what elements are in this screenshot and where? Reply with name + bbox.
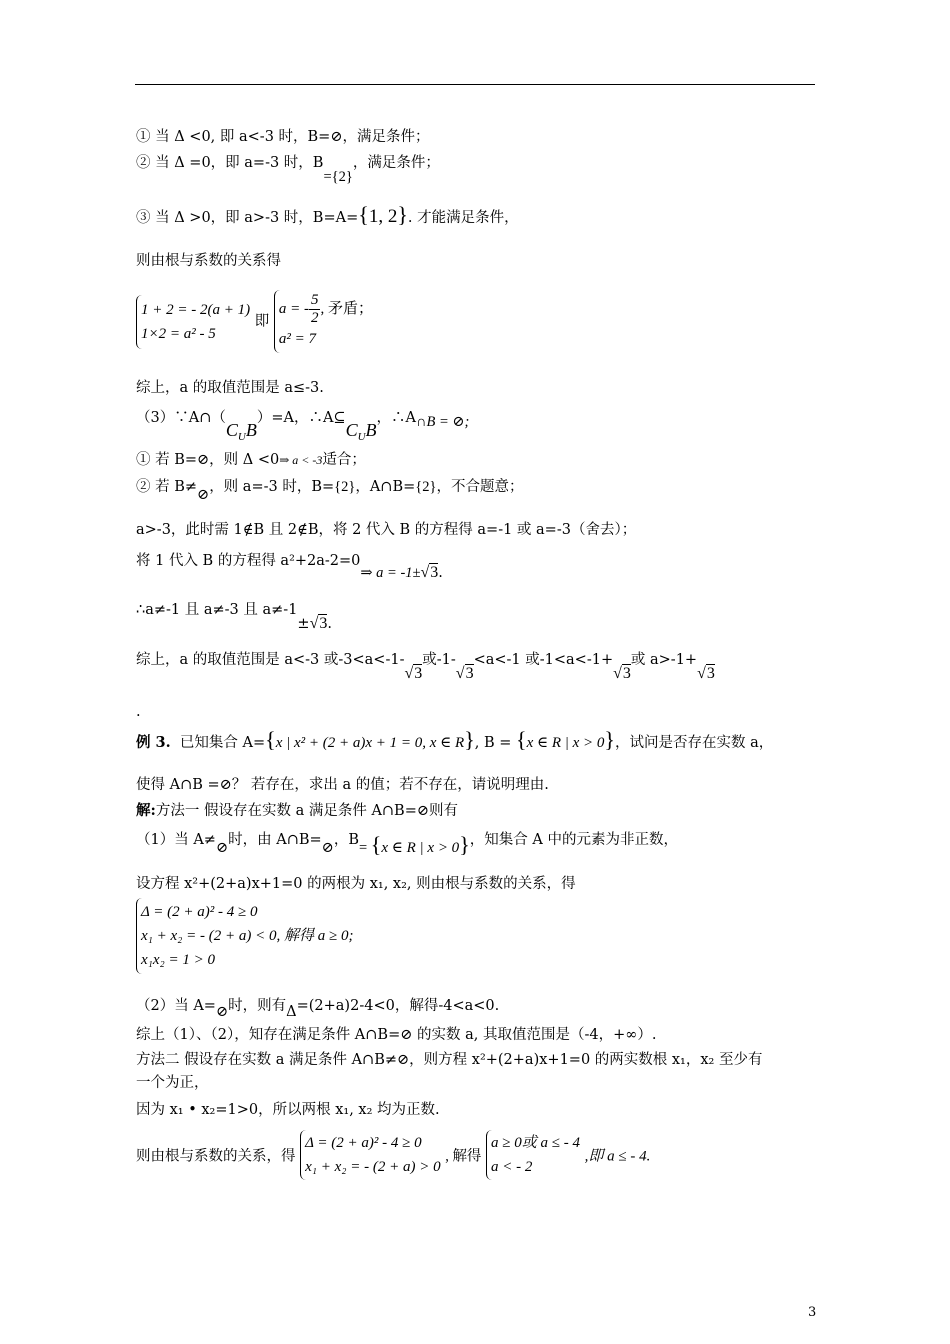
text-line: （2）当 A=⊘时，则有Δ=(2+a)2-4<0，解得-4<a<0. bbox=[136, 998, 500, 1020]
text-line: 设方程 x²+(2+a)x+1=0 的两根为 x₁, x₂, 则由根与系数的关系，得 bbox=[136, 876, 576, 892]
text-line: ① 若 B=⊘，则 Δ <0⇒ a < -3适合； bbox=[136, 452, 366, 468]
equation-system: 则由根与系数的关系，得 Δ = (2 + a)² - 4 ≥ 0 x₁ + x₂ = - (2 + a) > 0 , 解得 a ≥ 0或 a ≤ - 4 a < - 2 ,即 a ≤ - 4. bbox=[136, 1130, 650, 1180]
text-line: 则由根与系数的关系得 bbox=[136, 253, 281, 269]
text-line: 综上，a 的取值范围是 a<-3 或-3<a<-1-√3或-1-√3<a<-1 或-1<a<-1+√3或 a>-1+√3 bbox=[136, 652, 715, 682]
text-line: 使得 A∩B =⊘？ 若存在，求出 a 的值；若不存在，请说明理由. bbox=[136, 777, 549, 793]
text-line: （1）当 A≠⊘时，由 A∩B=⊘，B= {x ∈ R | x > 0}，知集合 A 中的元素为非正数， bbox=[136, 832, 678, 857]
equation-system: Δ = (2 + a)² - 4 ≥ 0 x₁ + x₂ = - (2 + a) < 0, 解得 a ≥ 0; x₁x₂ = 1 > 0 bbox=[136, 898, 353, 974]
text-line: 一个为正， bbox=[136, 1075, 209, 1091]
text-line: 综上，a 的取值范围是 a≤-3. bbox=[136, 380, 324, 396]
text-line: ③ 当 Δ >0，即 a>-3 时，B=A={1, 2}. 才能满足条件， bbox=[136, 202, 519, 227]
example-heading: 例 3. 已知集合 A={x | x² + (2 + a)x + 1 = 0, x ∈ R}, B = {x ∈ R | x > 0}，试问是否存在实数 a， bbox=[136, 727, 774, 752]
text-line: ② 当 Δ =0，即 a=-3 时，B={2}，满足条件； bbox=[136, 155, 440, 185]
header-rule bbox=[135, 84, 815, 85]
equation-system: 1 + 2 = - 2(a + 1) 1×2 = a² - 5 即 a = - $\frac{5}{2}$ , 矛盾； a² = 7 bbox=[136, 290, 373, 353]
text-line: ① 当 Δ <0, 即 a<-3 时，B=⊘，满足条件； bbox=[136, 129, 430, 145]
text-line: ∴a≠-1 且 a≠-3 且 a≠-1±√3. bbox=[136, 602, 332, 632]
text-line: $(3)\because A\cap(C_UB)=A$，$\therefore A⊆C_UB$，∴A∩B = ⊘; bbox=[136, 410, 470, 443]
text-line: ② 若 B≠⊘，则 a=-3 时，B={2}，A∩B={2}，不合题意； bbox=[136, 479, 524, 503]
page-number: 3 bbox=[808, 1305, 817, 1320]
text-line: 方法二 假设存在实数 a 满足条件 A∩B≠⊘，则方程 x²+(2+a)x+1=0 的两实数根 x₁，x₂ 至少有 bbox=[136, 1052, 763, 1068]
text-line: 解:方法一 假设存在实数 a 满足条件 A∩B=⊘则有 bbox=[136, 802, 459, 819]
text-line: 综上（1）、（2），知存在满足条件 A∩B=⊘ 的实数 a, 其取值范围是（-4，+∞）. bbox=[136, 1027, 657, 1043]
text-line: 因为 x₁ • x₂=1>0，所以两根 x₁, x₂ 均为正数. bbox=[136, 1102, 440, 1118]
text-line: 将 1 代入 B 的方程得 a²+2a-2=0⇒ a = -1±√3. bbox=[136, 553, 443, 581]
text-line: a>-3，此时需 1∉B 且 2∉B，将 2 代入 B 的方程得 a=-1 或 a=-3（舍去）； bbox=[136, 522, 637, 538]
text-line: . bbox=[136, 704, 141, 720]
